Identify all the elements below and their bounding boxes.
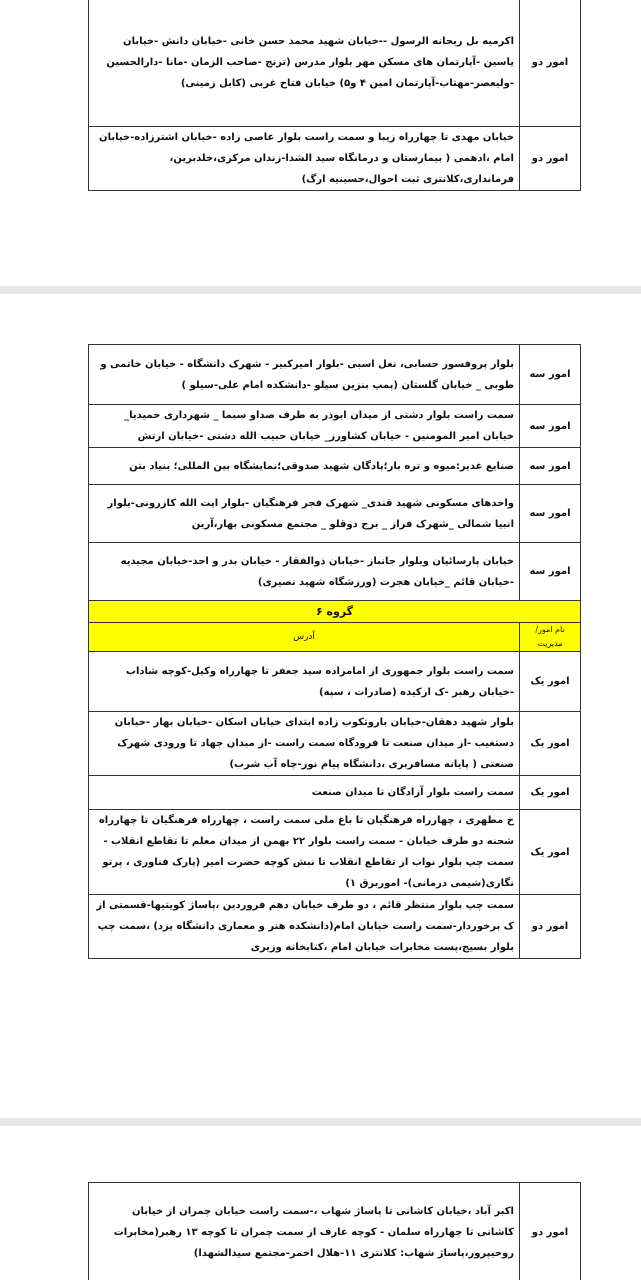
address-table-3 [88, 1182, 581, 1280]
unit-cell: امور یک [520, 712, 581, 776]
unit-column-header: نام امور/مدیریت [520, 623, 581, 652]
address-cell: خ مطهری ، چهارراه فرهنگیان تا باغ ملی سمت راست ، چهارراه فرهنگیان تا چهارراه شحنه دو طرف خیابان - سمت راست بلوار ۲۲ بهمن از میدان معلم تا تقاطع انقلاب - سمت چپ بلوار نواب از تقاطع انقلاب تا نبش کوچه حضرت امیر (پارک فناوری ، پرتو نگاری(شیمی درمانی)- اموربرق ۱) [89, 810, 520, 895]
address-cell: بلوار شهید دهقان-خیابان باروتکوب زاده ابتدای خیابان اسکان -خیابان بهار -خیابان دستغیب -از میدان صنعت تا فرودگاه سمت راست -از میدان جهاد تا ورودی شهرک صنعتی ( پایانه مسافربری ،دانشگاه پیام نور-چاه آب شرب) [89, 712, 520, 776]
unit-cell: امور یک [520, 652, 581, 712]
address-table-2 [88, 344, 581, 959]
address-cell: بلوار پروفسور حسابی، نعل اسبی -بلوار امیرکبیر - شهرک دانشگاه - خیابان خاتمی و طوبی _ خیابان گلستان (پمپ بنزین سیلو -دانشکده امام علی-سیلو ) [89, 345, 520, 405]
address-cell: اکرمیه بل ریحانه الرسول --خیابان شهید محمد حسن خانی -خیابان دانش -خیابان یاسین -آپارتمان های مسکن مهر بلوار مدرس (ترنج -صاحب الزمان -مانا -دارالحسین -ولیعصر-مهتاب-آپارتمان امین ۴ و۵) خیابان فتاح غربی (کابل زمینی) [89, 0, 520, 127]
table-row [89, 345, 581, 405]
address-cell: سمت چپ بلوار منتظر قائم ، دو طرف خیابان دهم فروردین ،پاساژ کویتیها-قسمتی از ک برخوردار-سمت راست خیابان امام(دانشکده هنر و معماری دانشگاه یزد) ،سمت چپ بلوار بسیج،پست مخابرات خیابان امام ،کتابخانه وزیری [89, 895, 520, 959]
table-row [89, 652, 581, 712]
table-row [89, 0, 581, 127]
group-title: گروه ۶ [89, 601, 581, 623]
unit-cell: امور سه [520, 345, 581, 405]
address-cell: اکبر آباد ،خیابان کاشانی تا پاساژ شهاب ،-سمت راست خیابان چمران از خیابان کاشانی تا چهارراه سلمان - کوچه عارف از سمت چمران تا کوچه ۱۳ رهبر(مخابرات روحیپرور،پاساژ شهاب: کلانتری ۱۱-هلال احمر-مجتمع سیدالشهدا) [89, 1183, 520, 1280]
address-cell: سمت راست بلوار آزادگان تا میدان صنعت [89, 776, 520, 810]
unit-cell: امور سه [520, 405, 581, 448]
table-row [89, 485, 581, 543]
unit-cell: امور سه [520, 485, 581, 543]
table-row [89, 1183, 581, 1280]
table-row [89, 543, 581, 601]
document-page-3 [0, 1126, 641, 1280]
unit-cell: امور دو [520, 127, 581, 191]
unit-cell: امور دو [520, 0, 581, 127]
group-title-row [89, 601, 581, 623]
address-cell: سمت راست بلوار دشتی از میدان ابوذر به طرف صداو سیما _ شهرداری حمیدیا_ خیابان امیر المومنین - خیابان کشاورز_ خیابان حبیب الله دشتی -خیابان ارتش [89, 405, 520, 448]
table-row [89, 127, 581, 191]
address-table-1 [88, 0, 581, 191]
unit-cell: امور سه [520, 448, 581, 485]
address-cell: سمت راست بلوار جمهوری از امامزاده سید جعفر تا چهارراه وکیل-کوچه شاداب -خیابان رهبر -ک ارکیده (صادرات ، سپه) [89, 652, 520, 712]
unit-cell: امور یک [520, 776, 581, 810]
table-row [89, 712, 581, 776]
address-cell: صنایع غدیر:میوه و تره بار؛پادگان شهید صدوقی؛نمایشگاه بین المللی؛ بنیاد بتن [89, 448, 520, 485]
document-page-1 [0, 0, 641, 286]
unit-cell: امور دو [520, 895, 581, 959]
table-row [89, 448, 581, 485]
unit-cell: امور یک [520, 810, 581, 895]
address-column-header: آدرس [89, 623, 520, 652]
address-cell: خیابان پارسائیان وبلوار جانباز -خیابان ذوالفقار - خیابان بدر و احد-خیابان مجیدیه -خیابان قائم _خیابان هجرت (ورزشگاه شهید نصیری) [89, 543, 520, 601]
table-row [89, 776, 581, 810]
document-page-2 [0, 294, 641, 1118]
table-row [89, 810, 581, 895]
address-cell: خیابان مهدی تا چهارراه زیبا و سمت راست بلوار عاصی زاده -خیابان اشترزاده-خیابان امام ،ادهمی ( بیمارستان و درمانگاه سید الشدا-زندان مرکزی،خلدبرین، فرمانداری،کلانتری ثبت احوال،حسینیه ارگ) [89, 127, 520, 191]
table-header-row [89, 623, 581, 652]
address-cell: واحدهای مسکونی شهید قندی_ شهرک فجر فرهنگیان -بلوار ایت الله کازرونی-بلوار انبیا شمالی _شهرک فراز _ برج دوقلو _ مجتمع مسکونی بهار،آرین [89, 485, 520, 543]
unit-cell: امور دو [520, 1183, 581, 1280]
table-row [89, 895, 581, 959]
unit-cell: امور سه [520, 543, 581, 601]
table-row [89, 405, 581, 448]
